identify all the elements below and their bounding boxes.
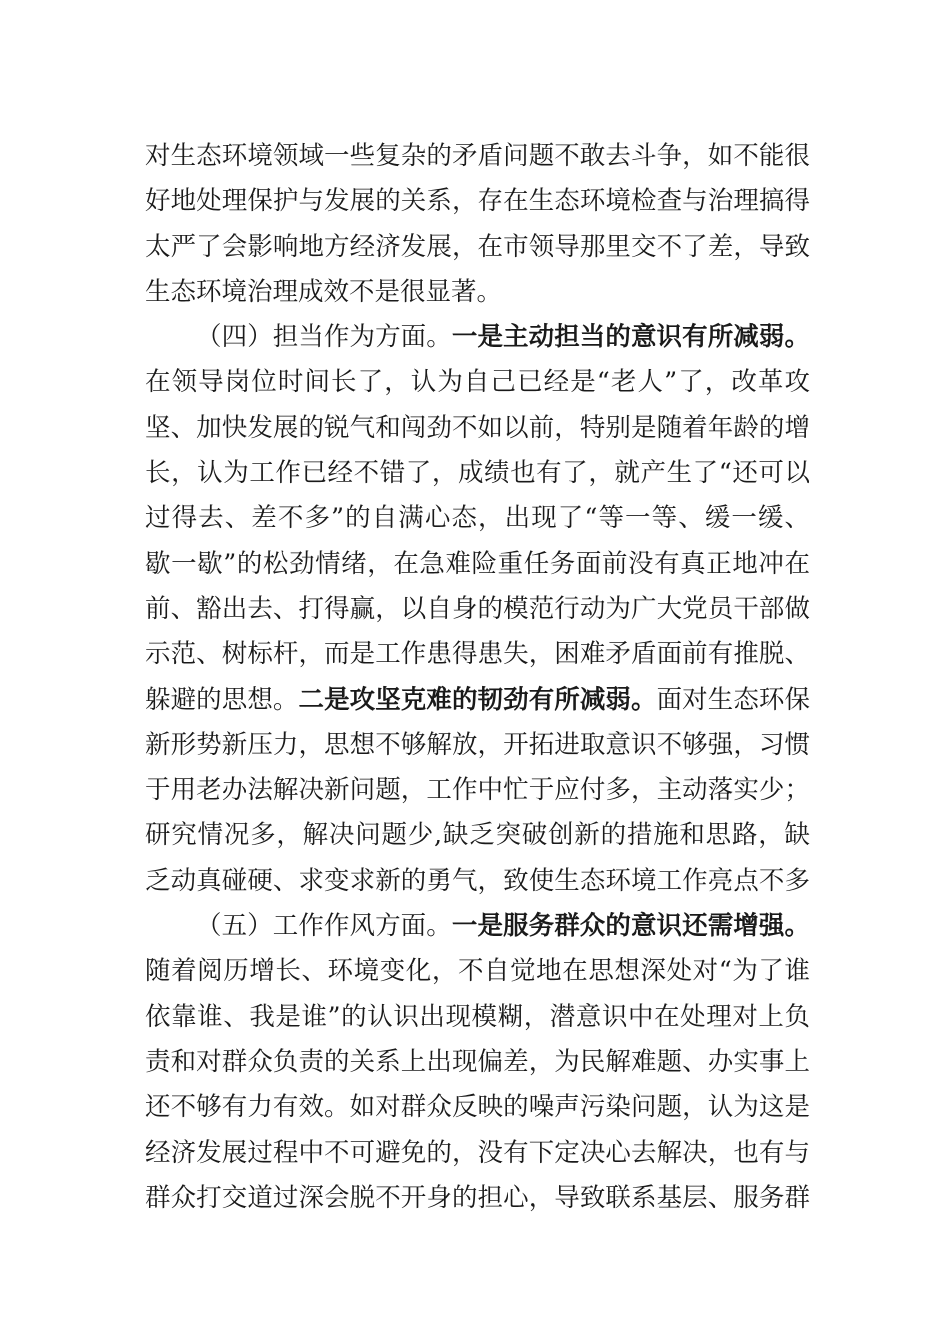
text-line xyxy=(145,678,810,723)
text-line: 乏动真碰硬、求变求新的勇气，致使生态环境工作亮点不多 xyxy=(145,865,810,896)
point-title: 一是主动担当的意识有所减弱。 xyxy=(451,322,810,353)
text-line: 对生态环境领域一些复杂的矛盾问题不敢去斗争，如不能很 xyxy=(145,141,810,171)
text-line: 研究情况多，解决问题少,缺乏突破创新的措施和思路，缺 xyxy=(145,820,810,851)
text-line: 前、豁出去、打得赢，以自身的模范行动为广大党员干部做 xyxy=(145,593,810,624)
text-fragment: 躲避的思想。 xyxy=(145,684,299,715)
text-line: 经济发展过程中不可避免的，没有下定决心去解决，也有与 xyxy=(145,1137,810,1168)
point-title: 一是服务群众的意识还需增强。 xyxy=(451,911,810,942)
text-line: 在领导岗位时间长了，认为自己已经是“老人”了，改革攻 xyxy=(145,367,810,398)
paragraph-four xyxy=(145,315,810,904)
document-body xyxy=(145,134,810,1221)
text-line: 坚、加快发展的锐气和闯劲不如以前，特别是随着年龄的增 xyxy=(145,412,810,443)
text-line: 长，认为工作已经不错了，成绩也有了，就产生了“还可以 xyxy=(145,458,810,489)
paragraph-five xyxy=(145,904,810,1221)
text-line: 群众打交道过深会脱不开身的担心，导致联系基层、服务群 xyxy=(145,1182,810,1213)
text-line: 随着阅历增长、环境变化，不自觉地在思想深处对“为了谁 xyxy=(145,956,810,987)
paragraph-continuation xyxy=(145,134,810,315)
text-line: 于用老办法解决新问题，工作中忙于应付多，主动落实少； xyxy=(145,775,810,806)
text-line: 好地处理保护与发展的关系，存在生态环境检查与治理搞得 xyxy=(145,186,810,217)
text-line xyxy=(145,315,810,360)
text-line: 新形势新压力，思想不够解放，开拓进取意识不够强，习惯 xyxy=(145,729,810,760)
section-heading-five: （五）工作作风方面。 xyxy=(196,911,452,942)
text-line: 歇一歇”的松劲情绪，在急难险重任务面前没有真正地冲在 xyxy=(145,548,810,579)
text-line: 责和对群众负责的关系上出现偏差，为民解难题、办实事上 xyxy=(145,1046,810,1077)
point-title: 二是攻坚克难的韧劲有所减弱。 xyxy=(298,684,657,715)
section-heading-four: （四）担当作为方面。 xyxy=(196,322,452,353)
text-line: 依靠谁、我是谁”的认识出现模糊，潜意识中在处理对上负 xyxy=(145,1001,810,1032)
text-line: 示范、树标杆，而是工作患得患失，困难矛盾面前有推脱、 xyxy=(145,639,810,670)
text-line xyxy=(145,904,810,949)
text-line: 生态环境治理成效不是很显著。 xyxy=(145,276,503,307)
text-line: 还不够有力有效。如对群众反映的噪声污染问题，认为这是 xyxy=(145,1092,810,1123)
text-fragment: 面对生态环保 xyxy=(656,684,810,715)
text-line: 过得去、差不多”的自满心态，出现了“等一等、缓一缓、 xyxy=(145,503,810,534)
text-line: 太严了会影响地方经济发展，在市领导那里交不了差，导致 xyxy=(145,231,810,262)
